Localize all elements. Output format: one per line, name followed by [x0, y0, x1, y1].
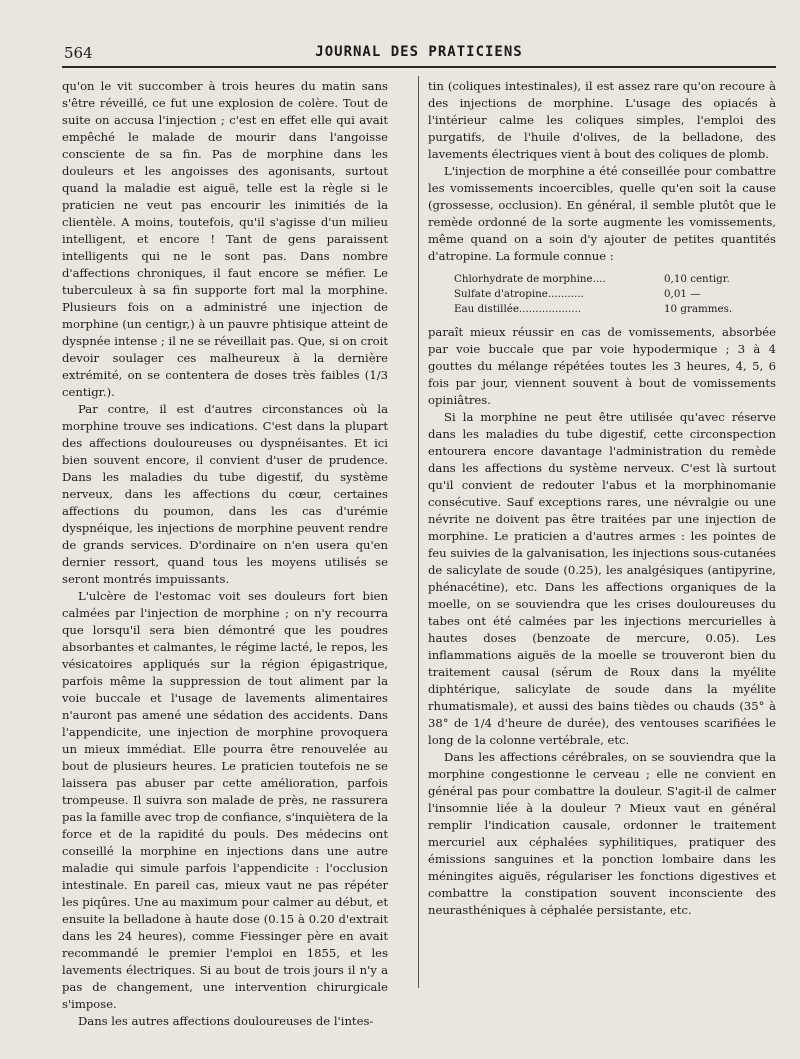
- formula-row: [454, 287, 776, 302]
- left-column: [62, 78, 388, 1030]
- formula-ingredient: Sulfate d'atropine...........: [454, 288, 584, 300]
- paragraph: Si la morphine ne peut être utilisée qu'avec réserve dans les maladies du tube digestif, cette circonspection entourera encore davantage l'administration du remède dans les affections du système nerveux. C'est là surtout qu'il convient de redouter l'abus et la morphinomanie consécutive. Sauf exceptions rares, une névralgie ou une névrite ne doivent pas être traitées par une injection de morphine. Le praticien a d'autres armes : les pointes de feu suivies de la galvanisation, les injections sous-cutanées de salicylate de soude (0.25), les analgésiques (antipyrine, phénacétine), etc. Dans les affections organiques de la moelle, on se souviendra que les crises douloureuses du tabes ont été calmées par les injections mercurielles à hautes doses (benzoate de mercure, 0.05). Les inflammations aiguës de la moelle se trouveront bien du traitement causal (sérum de Roux dans la myélite diphtérique, salicylate de soude dans la myélite rhumatismale), et aussi des bains tièdes ou chauds (35° à 38° de 1/4 d'heure de durée), des ventouses scarifiées le long de la colonne vertébrale, etc.: [428, 410, 776, 747]
- formula-block: [454, 272, 776, 317]
- paragraph: qu'on le vit succomber à trois heures du matin sans s'être réveillé, ce fut une explosion de colère. Tout de suite on accusa l'injection ; c'est en effet elle qui avait empêché le malade de mourir dans l'angoisse consciente de sa fin. Pas de morphine dans les douleurs et les angoisses des agonisants, surtout quand la maladie est aiguë, telle est la règle si le praticien ne veut pas encourir les inimitiés de la clientèle. A moins, toutefois, qu'il s'agisse d'un milieu intelligent, et encore ! Tant de gens paraissent intelligents qui ne le sont pas. Dans nombre d'affections chroniques, il faut encore se méfier. Le tuberculeux à sa fin supporte fort mal la morphine. Plusieurs fois on a administré une injection de morphine (un centigr,) à un pauvre phtisique atteint de dyspnée intense ; il ne se réveillait pas. Que, si on croit devoir soulager ces malheureux à la dernière extrémité, on se contentera de doses très faibles (1/3 centigr.).: [62, 79, 388, 399]
- formula-row: [454, 302, 776, 317]
- page-number: 564: [64, 44, 93, 62]
- formula-ingredient: Eau distillée...................: [454, 303, 582, 315]
- paragraph: Dans les affections cérébrales, on se souviendra que la morphine congestionne le cerveau ; elle ne convient en général pas pour combattre la douleur. S'agit-il de calmer l'insomnie liée à la douleur ? Mieux vaut en général remplir l'indication causale, ordonner le traitement mercuriel aux céphalées syphilitiques, pratiquer des émissions sanguines et la ponction lombaire dans les méningites aiguës, régulariser les fonctions digestives et combattre la constipation souvent inconsciente des neurasthéniques à céphalée persistante, etc.: [428, 750, 776, 917]
- paragraph: Par contre, il est d'autres circonstances où la morphine trouve ses indications. C'est dans la plupart des affections douloureuses ou dyspnéisantes. Et ici bien souvent encore, il convient d'user de prudence. Dans les maladies du tube digestif, du système nerveux, dans les affections du cœur, certaines affections du poumon, dans les cas d'urémie dyspnéique, les injections de morphine peuvent rendre de grands services. D'ordinaire on n'en usera qu'en dernier ressort, quand tous les moyens utilisés se seront montrés impuissants.: [62, 402, 388, 586]
- paragraph: Dans les autres affections douloureuses de l'intes-: [78, 1014, 374, 1028]
- formula-row: [454, 272, 776, 287]
- paragraph: paraît mieux réussir en cas de vomissements, absorbée par voie buccale que par voie hypodermique ; 3 à 4 gouttes du mélange répétées toutes les 3 heures, 4, 5, 6 fois par jour, viennent souvent à bout de vomissements opiniâtres.: [428, 325, 776, 407]
- page-header: [62, 44, 776, 68]
- paragraph: tin (coliques intestinales), il est assez rare qu'on recoure à des injections de morphine. L'usage des opiacés à l'intérieur calme les coliques simples, l'emploi des purgatifs, de l'huile d'olives, de la belladone, des lavements électriques vient à bout des coliques de plomb.: [428, 79, 776, 161]
- formula-amount: 10 grammes.: [664, 303, 733, 315]
- journal-title: JOURNAL DES PRATICIENS: [315, 44, 523, 60]
- formula-amount: 0,01 —: [664, 288, 701, 300]
- paragraph: L'ulcère de l'estomac voit ses douleurs fort bien calmées par l'injection de morphine ; on n'y recourra que lorsqu'il sera bien démontré que les poudres absorbantes et calmantes, le régime lacté, le repos, les vésicatoires appliqués sur la région épigastrique, parfois même la suppression de tout aliment par la voie buccale et l'usage de lavements alimentaires n'auront pas amené une sédation des accidents. Dans l'appendicite, une injection de morphine provoquera un mieux immédiat. Elle pourra être renouvelée au bout de plusieurs heures. Le praticien toutefois ne se laissera pas abuser par cette amélioration, parfois trompeuse. Il suivra son malade de près, ne rassurera pas la famille avec trop de confiance, s'inquiètera de la force et de la rapidité du pouls. Des médecins ont conseillé la morphine en injections dans une autre maladie qui simule parfois l'appendicite : l'occlusion intestinale. En pareil cas, mieux vaut ne pas répéter les piqûres. Une au maximum pour calmer au début, et ensuite la belladone à haute dose (0.15 à 0.20 d'extrait dans les 24 heures), comme Fiessinger père en avait recommandé le premier l'emploi en 1855, et les lavements électriques. Si au bout de trois jours il n'y a pas de changement, une intervention chirurgicale s'impose.: [62, 589, 388, 1011]
- formula-amount: 0,10 centigr.: [664, 273, 730, 285]
- right-column: [428, 78, 776, 919]
- paragraph: L'injection de morphine a été conseillée pour combattre les vomissements incoercibles, quelle qu'en soit la cause (grossesse, occlusion). En général, il semble plutôt que le remède ordonné de la sorte augmente les vomissements, même quand on a soin d'y ajouter de petites quantités d'atropine. La formule connue :: [428, 164, 776, 263]
- column-divider: [418, 76, 419, 988]
- formula-ingredient: Chlorhydrate de morphine....: [454, 273, 606, 285]
